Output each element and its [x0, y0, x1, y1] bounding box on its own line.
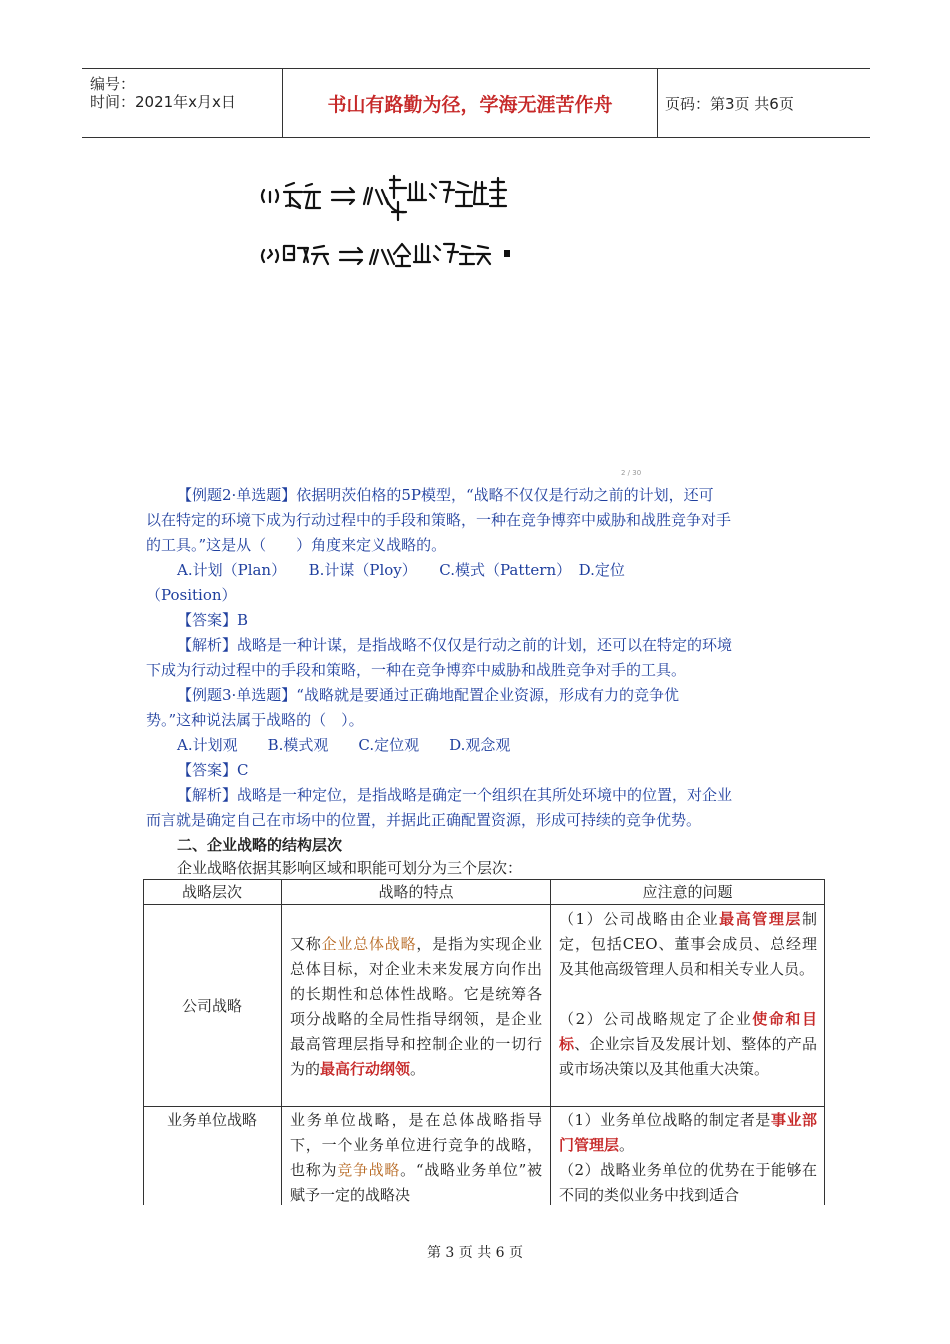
header-meta — [82, 69, 282, 137]
example2-line3: 的工具。”这是从（ ）角度来定义战略的。 — [146, 536, 447, 554]
example2-options-wrap: （Position） — [146, 586, 237, 604]
emph-mission-goals: 使命和目标 — [559, 1010, 817, 1053]
page-header — [82, 68, 870, 138]
row2-note2: （2）战略业务单位的优势在于能够在不同的类似业务中找到适合 — [559, 1161, 817, 1204]
analysis-label: 【解析】 — [177, 636, 238, 654]
row1-level: 公司战略 — [181, 997, 242, 1015]
example2-analysis1 — [177, 633, 732, 658]
strategy-levels-table — [143, 879, 825, 1205]
code-label: 编号： — [90, 75, 136, 93]
row2-level: 业务单位战略 — [166, 1111, 257, 1129]
section-intro: 企业战略依据其影响区域和职能可划分为三个层次： — [177, 859, 523, 877]
row2-features: 业务单位战略，是在总体战略指导下，一个业务单位进行竞争的战略，也称为竞争战略。“战略业务单位”被赋予一定的战略决 — [290, 1111, 542, 1204]
analysis-text: 战略是一种定位，是指战略是确定一个组织在其所处环境中的位置，对企业 — [237, 786, 733, 804]
analysis-text: 战略是一种计谋，是指战略不仅仅是行动之前的计划，还可以在特定的环境 — [237, 636, 733, 654]
row1-note2: （2）公司战略规定了企业使命和目标、企业宗旨及发展计划、整体的产品或市场决策以及其他重大决策。 — [559, 1010, 817, 1078]
example2-options: A.计划（Plan） B.计谋（Ploy） C.模式（Pattern） D.定位 — [177, 561, 625, 579]
time-label: 时间：2021年x月x日 — [90, 93, 236, 111]
page-footer: 第 3 页 共 6 页 — [426, 1245, 524, 1261]
emph-general-strategy: 企业总体战略 — [321, 935, 417, 953]
emph-competitive-strategy: 竞争战略 — [337, 1161, 401, 1179]
analysis-label: 【解析】 — [177, 786, 238, 804]
emph-top-management: 最高管理层 — [719, 910, 802, 928]
example3-line1: 【例题3·单选题】“战略就是要通过正确地配置企业资源，形成有力的竞争优 — [177, 686, 679, 704]
answer-value: C — [237, 761, 249, 779]
example2-answer — [177, 608, 248, 633]
answer-label: 【答案】 — [177, 761, 238, 779]
motto: 书山有路勤为径，学海无涯苦作舟 — [282, 69, 658, 137]
example3-options: A.计划观 B.模式观 C.定位观 D.观念观 — [177, 736, 511, 754]
header-notes: 应注意的问题 — [642, 883, 733, 901]
row1-features: 又称企业总体战略，是指为实现企业总体目标，对企业未来发展方向作出的长期性和总体性战略。它是统筹各项分战略的全局性指导纲领，是企业最高管理层指导和控制企业的一切行为的最高行动纲领。 — [290, 935, 542, 1078]
example2-line2: 以在特定的环境下成为行动过程中的手段和策略，一种在竞争博弈中威胁和战胜竞争对手 — [146, 511, 732, 529]
emph-top-guideline: 最高行动纲领 — [320, 1060, 411, 1078]
example3-line2: 势。”这种说法属于战略的（ ）。 — [146, 711, 364, 729]
page-mark: 2 / 30 — [621, 469, 642, 477]
row1-note1: （1）公司战略由企业最高管理层制定，包括CEO、董事会成员、总经理及其他高级管理人员和相关专业人员。 — [559, 910, 817, 978]
example2-analysis2: 下成为行动过程中的手段和策略，一种在竞争博弈中威胁和战胜竞争对手的工具。 — [146, 661, 687, 679]
handwritten-notes — [258, 168, 528, 268]
answer-label: 【答案】 — [177, 611, 238, 629]
example3-analysis2: 而言就是确定自己在市场中的位置，并据此正确配置资源，形成可持续的竞争优势。 — [146, 811, 702, 829]
page-label: 页码：第3页 共6页 — [665, 94, 794, 113]
header-level: 战略层次 — [181, 883, 242, 901]
example3-answer — [177, 758, 249, 783]
emph-division-management: 事业部门管理层 — [559, 1111, 817, 1154]
section-heading: 二、企业战略的结构层次 — [177, 836, 343, 854]
example3-analysis1 — [177, 783, 732, 808]
example2-line1: 【例题2·单选题】依据明茨伯格的5P模型，“战略不仅仅是行动之前的计划，还可 — [177, 486, 714, 504]
row2-note1: （1）业务单位战略的制定者是事业部门管理层。 — [559, 1111, 817, 1154]
header-features: 战略的特点 — [378, 883, 454, 901]
answer-value: B — [237, 611, 249, 629]
